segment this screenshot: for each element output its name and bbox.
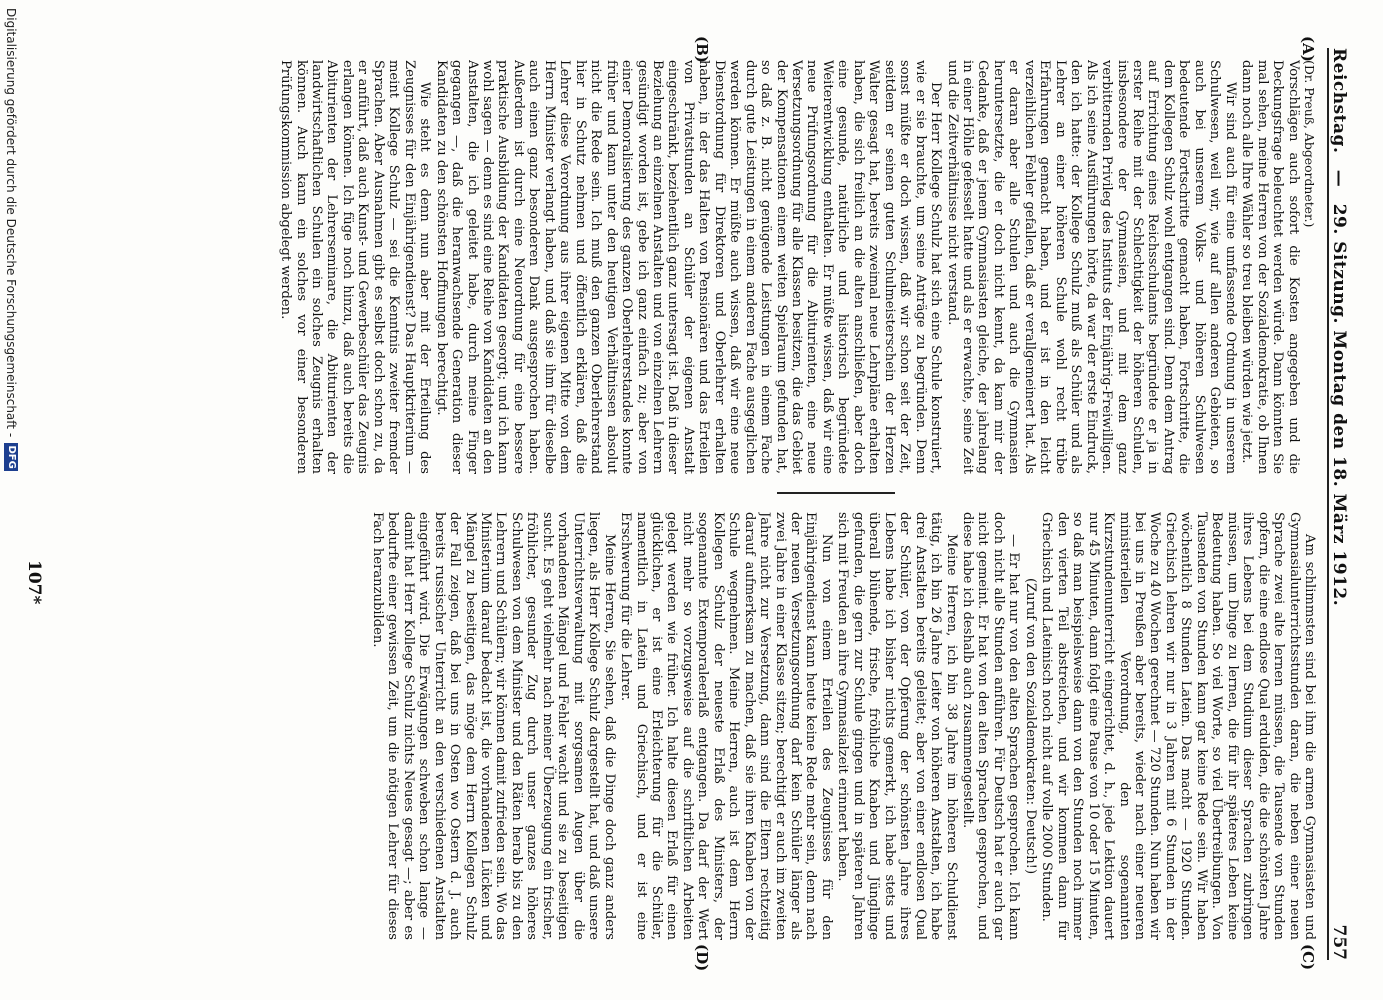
session-date: Montag den 18. März 1912. [1329,330,1349,607]
running-head [1329,48,1349,606]
paragraph: Wie steht es denn nun aber mit der Erteilung des Zeugnisses für den Einjährigendienst? Das Hauptkriterium — meint Kollege Schulz — sei die Kenntnis zweiter fremder Sprachen. Aber Ausnahmen gibt es selbst doch schon zu, da er anführt, daß auch Kunst- und Gewerbeschüler das Zeugnis erlangen können. Ich füge noch hinzu, daß auch bereits die Abiturienten der Lehrerseminare, die Abiturienten der landwirtschaftlichen Schulen ein solches Zeugnis erhalten können. Auch kann ein solches vor einer besonderen Prüfungskommission abgelegt werden. [278,60,433,474]
margin-marker-c: (C) [1299,944,1317,971]
margin-marker-a: (A) [1299,36,1317,62]
paragraph: Wir sind auch für eine umfassende Ordnung in unserem Schulwesen, weil wir, wie auf allen anderen Gebieten, so auch bei unserem Volks- und höheren Schulwesen bedeutende Fortschritte gemacht haben, Fortschritte, die dem Kollegen Schulz wohl entgangen sind. Denn dem Antrag auf Errichtung eines Reichsschulamts begründete er ja in erster Reihe mit der Schlechtigkeit der höheren Schulen, insbesondere der Gymnasien, und mit dem ganz verbitternden Privileg des Instituts der Einjährig-Freiwilligen. Als ich seine Ausführungen hörte, da war der erste Eindruck, den ich hatte: der Kollege Schulz muß als Schüler und als Lehrer an einer höheren Schule wohl recht trübe Erfahrungen gemacht haben, und er ist in den leicht verzeihlichen Fehler gefallen, daß er verallgemeinert hat. Als er daran aber alle Schulen und auch die Gymnasien heruntersetzte, die er doch nicht kennt, da kam mir der Gedanke, daß er jenem Gymnasiasten gleiche, der jahrelang in einer Höhle gefesselt hatte und als er erwachte, seine Zeit und die Zeitverhältnisse nicht verstand. [944,60,1238,474]
right-column [96,512,1317,940]
margin-marker-d: (D) [693,944,711,972]
credit-text: Digitalisierung gefördert durch die Deutsche Forschungsgemeinschaft - [4,8,18,438]
header-separator: — [1329,169,1349,188]
interjection: (Zuruf von den Sozialdemokraten: Deutsch!) [1022,577,1038,875]
speaker-label: (Dr. Preuß, Abgeordneter.) [1302,60,1317,228]
paragraph: Am schlimmsten sind bei ihm die armen Gymnasiasten und Gymnasialunterrichtsstunden daran, die neben einer neuen Sprache zwei alte lernen müssen, die Tausende von Stunden opfern, die eine endlose Qual erdulden, die die schönsten Jahre ihres Lebens bei dem Studium dieser Sprachen zubringen müssen, um Dinge zu lernen, die für ihr späteres Leben keine Bedeutung haben. So viel Worte, so viel Übertreibungen. Von Tausenden von Stunden kann gar keine Rede sein. Wir haben wöchentlich 8 Stunden Latein. Das macht — 1920 Stunden. Griechisch lehren wir nur in 3 Jahren mit 6 Stunden in der Woche zu 40 Wochen gerechnet — 720 Stunden. Nun haben wir bei uns in Preußen aber bereits, wieder nach einer neueren ministeriellen Verordnung, den sogenannten Kurzstundenunterricht eingerichtet, d. h., jede Lektion dauert nur 45 Minuten, dann folgt eine Pause von 10 oder 15 Minuten, so daß man beispielsweise dann von den Stunden noch immer den vierten Teil abstreichen, und wir kommen dann für Griechisch und Lateinisch noch nicht auf volle 2000 Stunden. [1039,512,1317,940]
paragraph: Vorschlägen auch sofort die Kosten angegeben und die Deckungsfrage beleuchtet werden würde. Dann könnten Sie mal sehen, meine Herren von der Sozialdemokratie, ob Ihnen dann noch alle Ihre Wähler so treu bleiben würden wie jetzt. [1239,60,1301,474]
page-number: 757 [1329,924,1349,960]
publication-title: Reichstag. [1329,48,1349,154]
margin-marker-b: (B) [693,36,711,63]
paragraph: Der Herr Kollege Schulz hat sich eine Schule konstruiert, wie er sie brauchte, um seine Anträge zu begründen. Denn sonst müßte er doch wissen, daß wir schon seit der Zeit, seitdem er seinen guten Schulmeisterschein der Herzen Walter gesagt hat, bereits zweimal neue Lehrpläne erhalten haben, die sich freilich an die alten anschließen, aber doch eine gesunde, natürliche und historisch begründete Weiterentwicklung enthalten. Er müßte wissen, daß wir eine neue Prüfungsordnung für die Abiturienten, eine neue Versetzungsordnung für alle Klassen besitzen, die das Gebiet der Kompensationen einem weiten Spielraum gefunden hat, so daß z. B. nicht genügende Leistungen in einem Fache durch gute Leistungen in einem anderen Fache ausgeglichen werden können. Er müßte auch wissen, daß wir eine neue Dienstordnung für Direktoren und Oberlehrer erhalten haben, in der das Halten von Pensionären und das Erteilen von Privatstunden an Schüler der eigenen Anstalt eingeschränkt, beziehentlich ganz untersagt ist. Daß in dieser Beziehung an einzelnen Anstalten und von einzelnen Lehrern gesündigt worden ist, gebe ich ganz einfach zu; aber von einer Demoralisierung des ganzen Oberlehrerstandes konnte früher und kann unter den heutigen Verhältnissen absolut nicht die Rede sein. Ich muß den ganzen Oberlehrerstand hier in Schutz nehmen und öffentlich erklären, daß die Lehrer diese Verordnung aus ihrer eigenen Mitte von dem Herrn Minister verlangt haben, und daß sie ihm für dieselbe auch einen ganz besonderen Dank ausgesprochen haben. Außerdem ist durch eine Neuordnung für eine bessere praktische Ausbildung der Kandidaten gesorgt; und ich kann wohl sagen — denn es sind eine Reihe von Kandidaten an den Anstalten, die ich geleitet habe, durch meine Finger gegangen —, daß die heranwachsende Generation dieser Kandidaten zu den schönsten Hoffnungen berechtigt. [433,60,944,474]
dfg-logo: DFG [4,443,18,471]
paragraph: Meine Herren, ich bin 38 Jahre im höheren Schuldienst tätig, ich bin 26 Jahre Leiter von höheren Anstalten, ich habe drei Anstalten bereits geleitet; aber von einer endlosen Qual der Schüler, von der Opferung der schönsten Jahre ihres Lebens habe ich bisher nichts gemerkt, ich habe stets und überall blühende, frische, fröhliche Knaben und Jünglinge gefunden, die gern zur Schule gingen und in späteren Jahren sich mit Freuden an ihre Gymnasialzeit erinnert haben. [835,512,959,940]
paragraph: Meine Herren, Sie sehen, daß die Dinge doch ganz anders liegen, als Herr Kollege Schulz dargestellt hat, und daß unsere Unterrichtsverwaltung mit sorgsamen Augen über die vorhandenen Mängel und Fehler wacht und sie zu beseitigen sucht. Es geht vielmehr nach meiner Überzeugung ein frischer, fröhlicher, gesunder Zug durch unser ganzes höheres Schulwesen von dem Minister und den Räten herab bis zu den Lehrern und Schülern; wir können damit zufrieden sein. Wo das Ministerium darauf bedacht ist, die vorhandenen Lücken und Mängel zu beseitigen, das möge dem Herrn Kollegen Schulz der Fall zeigen, daß bei uns in Osten wo Ostern d. J. auch bereits russischer Unterricht an den verschiedenen Anstalten eingeführt wird. Die Erwägungen schweben schon lange — damit hat Herr Kollege Schulz nichts Neues gesagt —; aber es bedurfte einer gewissen Zeit, um die nötigen Lehrer für dieses Fach heranzubilden. [369,512,617,940]
left-column [96,60,1317,474]
digitization-credit [4,8,18,992]
paragraph: Nun von einem Erteilen des Zeugnisses für den Einjährigendienst kann heute keine Rede mehr sein, denn nach der neuen Versetzungsordnung darf kein Schüler länger als zwei Jahre in einer Klasse sitzen; berechtigt er auch im zweiten Jahre nicht zur Versetzung, dann sind die Eltern rechtzeitig darauf aufmerksam zu machen, daß sie ihren Knaben von der Schule wegnehmen. Meine Herren, auch ist dem Herrn Kollegen Schulz der neueste Erlaß des Ministers, der sogenannte Extemporaleerlaß entgangen. Da darf der Wert nicht mehr so vorzugsweise auf die schriftlichen Arbeiten gelegt werden wie früher. Ich halte diesen Erlaß für einen glücklichen, er ist eine Erleichterung für die Schüler, namentlich in Latein und Griechisch, und er ist eine Erschwerung für die Lehrer. [618,512,834,940]
session-number: 29. Sitzung. [1329,203,1349,324]
column-divider [777,492,895,494]
folio-number: 107* [24,560,44,605]
page-header [1327,48,1363,960]
paragraph: — Er hat nur von den alten Sprachen gesprochen. Ich kann doch nicht alle Stunden anführen. Für Deutsch hat er auch gar nicht gemeint. Er hat von den alten Sprachen gesprochen, und diese habe ich deshalb auch zusammengestellt. [960,512,1022,940]
